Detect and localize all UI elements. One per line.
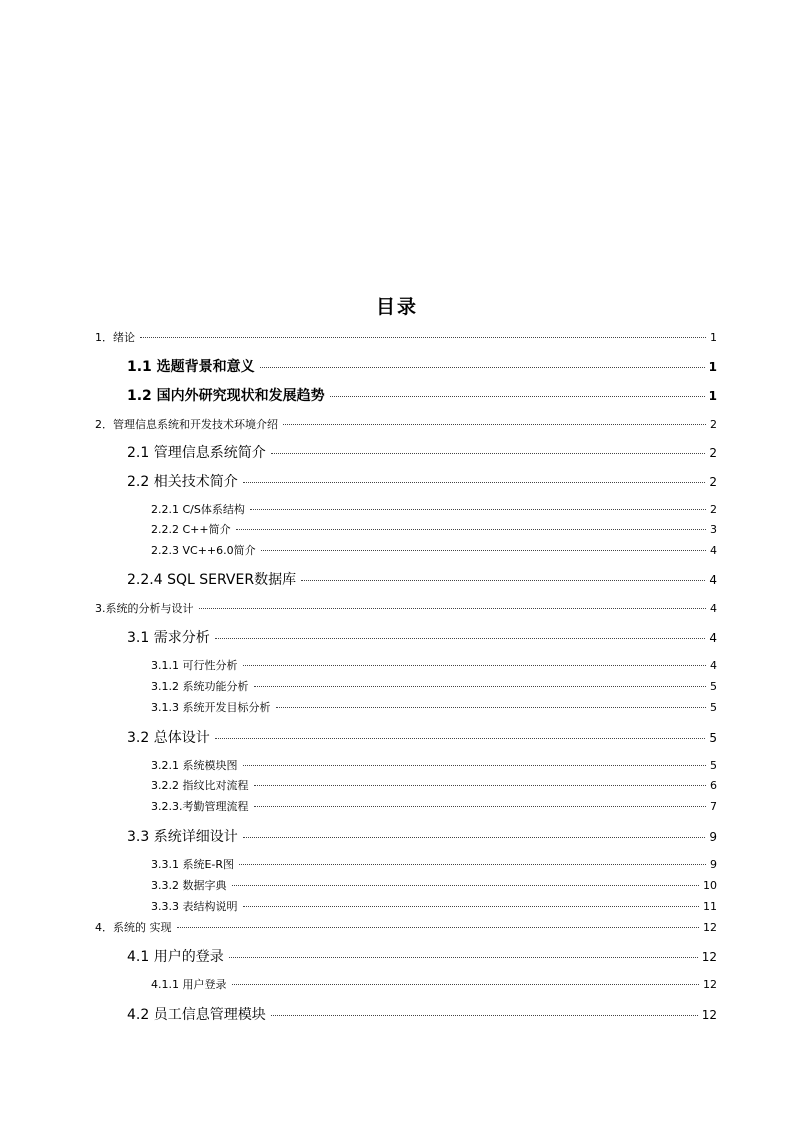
toc-entry-label: 2.2.4 SQL SERVER数据库 xyxy=(127,572,297,588)
toc-entry-label: 1.2 国内外研究现状和发展趋势 xyxy=(127,388,325,404)
toc-entry[interactable] xyxy=(127,727,717,747)
toc-entry-page: 4 xyxy=(710,602,717,615)
toc-entry-page: 5 xyxy=(710,759,717,772)
toc-entry-page: 4 xyxy=(710,544,717,557)
toc-entry[interactable] xyxy=(151,657,717,673)
leader-dots xyxy=(301,580,705,581)
toc-entry-label: 2.2 相关技术简介 xyxy=(127,474,238,490)
toc-entry-label: 2．管理信息系统和开发技术环境介绍 xyxy=(95,418,278,431)
toc-entry[interactable] xyxy=(127,1004,717,1024)
toc-entry-page: 12 xyxy=(703,921,717,934)
toc-entry-label: 4.2 员工信息管理模块 xyxy=(127,1007,266,1023)
toc-entry[interactable] xyxy=(151,678,717,694)
leader-dots xyxy=(271,1015,698,1016)
toc-entry-page: 11 xyxy=(703,900,717,913)
leader-dots xyxy=(140,337,706,338)
toc-entry-label: 3.3.3 表结构说明 xyxy=(151,900,238,913)
toc-entry-page: 1 xyxy=(710,331,717,344)
toc-entry[interactable] xyxy=(127,826,717,846)
leader-dots xyxy=(260,367,705,368)
toc-entry-page: 6 xyxy=(710,779,717,792)
toc-entry-label: 1.1 选题背景和意义 xyxy=(127,359,255,375)
toc-entry-label: 2.2.2 C++简介 xyxy=(151,523,231,536)
leader-dots xyxy=(232,984,700,985)
toc-entry-page: 1 xyxy=(708,360,717,374)
toc-entry-label: 4．系统的 实现 xyxy=(95,921,172,934)
leader-dots xyxy=(177,927,700,928)
leader-dots xyxy=(236,529,706,530)
toc-entry[interactable] xyxy=(151,898,717,914)
toc-entry[interactable] xyxy=(151,699,717,715)
toc-entry[interactable] xyxy=(127,442,717,462)
toc-entry-page: 4 xyxy=(709,573,717,587)
leader-dots xyxy=(215,738,706,739)
leader-dots xyxy=(199,608,707,609)
toc-entry[interactable] xyxy=(151,542,717,558)
toc-entry[interactable] xyxy=(151,777,717,793)
toc-entry[interactable] xyxy=(95,329,717,345)
leader-dots xyxy=(254,806,707,807)
toc-entry-label: 3.3 系统详细设计 xyxy=(127,829,238,845)
toc-entry[interactable] xyxy=(151,856,717,872)
toc-entry[interactable] xyxy=(95,416,717,432)
toc-entry-label: 1．绪论 xyxy=(95,331,135,344)
leader-dots xyxy=(283,424,706,425)
toc-entry-page: 9 xyxy=(710,858,717,871)
toc-entry[interactable] xyxy=(127,627,717,647)
leader-dots xyxy=(243,906,700,907)
toc-entry-page: 1 xyxy=(708,389,717,403)
leader-dots xyxy=(243,765,707,766)
toc-entry-label: 3.1 需求分析 xyxy=(127,630,210,646)
toc-entry-page: 9 xyxy=(709,830,717,844)
toc-entry-page: 5 xyxy=(710,680,717,693)
leader-dots xyxy=(243,665,707,666)
toc-entry[interactable] xyxy=(151,501,717,517)
toc-entry-label: 2.1 管理信息系统简介 xyxy=(127,445,266,461)
leader-dots xyxy=(239,864,706,865)
toc-entry-label: 4.1.1 用户登录 xyxy=(151,978,227,991)
leader-dots xyxy=(243,837,706,838)
toc-entry-page: 3 xyxy=(710,523,717,536)
toc-entry[interactable] xyxy=(127,356,717,376)
leader-dots xyxy=(276,707,707,708)
leader-dots xyxy=(254,785,707,786)
toc-entry[interactable] xyxy=(151,976,717,992)
toc-entry-page: 10 xyxy=(703,879,717,892)
leader-dots xyxy=(250,509,706,510)
toc-entry-label: 3.1.3 系统开发目标分析 xyxy=(151,701,271,714)
toc-entry-page: 5 xyxy=(709,731,717,745)
leader-dots xyxy=(271,453,706,454)
toc-entry-label: 3.1.2 系统功能分析 xyxy=(151,680,249,693)
toc-title: 目录 xyxy=(375,296,418,318)
toc-entry-page: 2 xyxy=(710,418,717,431)
toc-entry[interactable] xyxy=(127,569,717,589)
toc-entry-label: 3.2.1 系统模块图 xyxy=(151,759,238,772)
toc-entry-page: 2 xyxy=(710,503,717,516)
toc-entry-page: 12 xyxy=(701,950,717,964)
toc-entry-label: 3.2.2 指纹比对流程 xyxy=(151,779,249,792)
toc-entry[interactable] xyxy=(151,877,717,893)
toc-entry-page: 2 xyxy=(709,446,717,460)
toc-entry[interactable] xyxy=(127,946,717,966)
toc-entry[interactable] xyxy=(151,757,717,773)
toc-entry-label: 3.3.1 系统E-R图 xyxy=(151,858,235,871)
toc-entry-label: 3.1.1 可行性分析 xyxy=(151,659,238,672)
toc-entry-page: 4 xyxy=(710,659,717,672)
leader-dots xyxy=(232,885,700,886)
toc-entry-page: 2 xyxy=(709,475,717,489)
toc-entry-page: 7 xyxy=(710,800,717,813)
leader-dots xyxy=(229,957,698,958)
toc-entry[interactable] xyxy=(151,521,717,537)
toc-entry-page: 12 xyxy=(703,978,717,991)
toc-entry[interactable] xyxy=(151,798,717,814)
toc-entry-page: 5 xyxy=(710,701,717,714)
toc-entry-page: 12 xyxy=(701,1008,717,1022)
toc-entry-label: 3.3.2 数据字典 xyxy=(151,879,227,892)
toc-entry-label: 2.2.1 C/S体系结构 xyxy=(151,503,245,516)
toc-entry[interactable] xyxy=(95,919,717,935)
leader-dots xyxy=(254,686,707,687)
toc-entry[interactable] xyxy=(127,471,717,491)
toc-entry-label: 3.2 总体设计 xyxy=(127,730,210,746)
toc-entry-label: 3.系统的分析与设计 xyxy=(95,602,194,615)
toc-entry-label: 4.1 用户的登录 xyxy=(127,949,224,965)
toc-entry[interactable] xyxy=(95,600,717,616)
leader-dots xyxy=(330,396,705,397)
toc-entry[interactable] xyxy=(127,385,717,405)
leader-dots xyxy=(261,550,706,551)
leader-dots xyxy=(243,482,706,483)
toc-entry-label: 2.2.3 VC++6.0简介 xyxy=(151,544,256,557)
toc-entry-label: 3.2.3.考勤管理流程 xyxy=(151,800,249,813)
leader-dots xyxy=(215,638,706,639)
toc-entry-page: 4 xyxy=(709,631,717,645)
